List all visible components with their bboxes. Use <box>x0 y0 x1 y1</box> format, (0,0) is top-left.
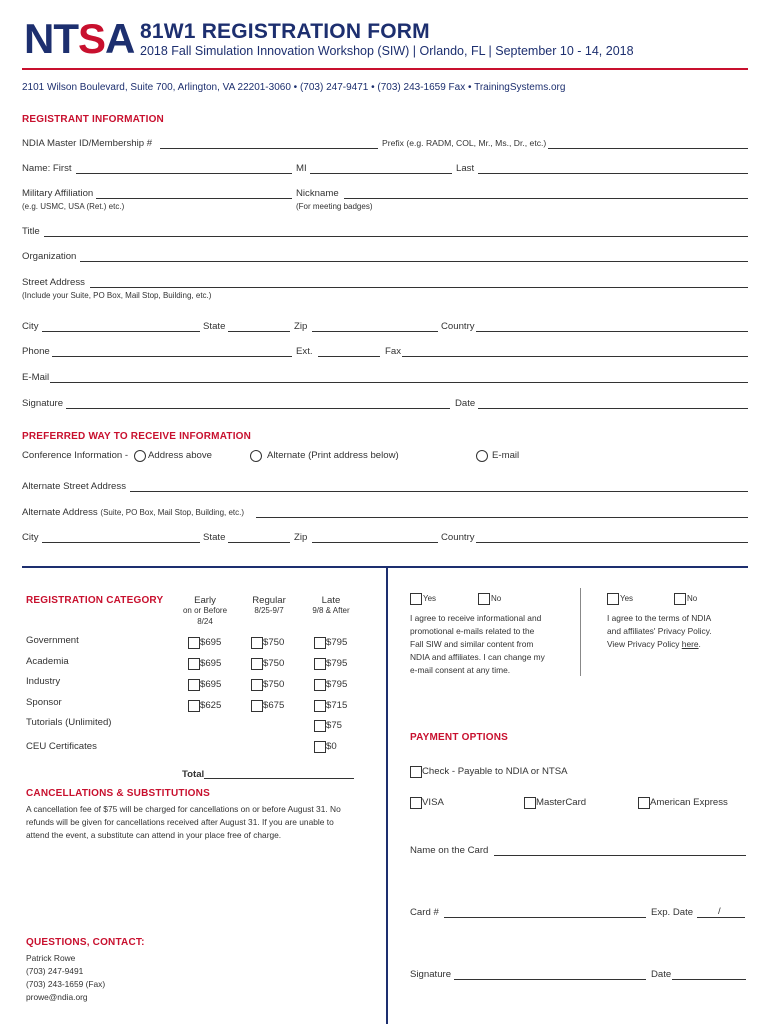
cancellation-policy-line3: attend the event, a substitute can attend in your place free of charge. <box>26 830 282 840</box>
sponsor-late-price: $715 <box>326 700 348 711</box>
tutorials-price: $75 <box>326 720 343 731</box>
state-label: State <box>203 321 226 332</box>
member-id-field[interactable] <box>160 148 378 149</box>
country-label: Country <box>441 321 475 332</box>
category-sponsor-label: Sponsor <box>26 697 62 708</box>
contact-address: 2101 Wilson Boulevard, Suite 700, Arlington, VA 22201-3060 • (703) 247-9471 • (703) 243-1659 Fax • TrainingSystems.org <box>22 82 566 93</box>
category-government-label: Government <box>26 635 79 646</box>
registration-heading: REGISTRATION CATEGORY <box>26 595 164 606</box>
total-field[interactable] <box>204 778 354 779</box>
government-regular-price: $750 <box>263 637 285 648</box>
nickname-label: Nickname <box>296 188 339 199</box>
organization-label: Organization <box>22 251 77 262</box>
regular-column-header: Regular <box>252 595 286 606</box>
alt-city-field[interactable] <box>42 542 200 543</box>
promo-consent-line2: promotional e-mails related to the <box>410 626 535 636</box>
visa-label: VISA <box>422 797 444 808</box>
sponsor-regular-price: $675 <box>263 700 285 711</box>
industry-late-price: $795 <box>326 679 348 690</box>
early-date-line1: on or Before <box>182 606 228 615</box>
military-field[interactable] <box>96 198 292 199</box>
cancellation-policy-line2: refunds will be given for cancellations received after August 31. If you are unable to <box>26 817 334 827</box>
alternate-address-radio[interactable] <box>250 450 262 462</box>
promo-yes-label: Yes <box>423 594 437 603</box>
sponsor-late-checkbox[interactable] <box>314 700 326 712</box>
address-above-label: Address above <box>148 450 212 461</box>
ext-label: Ext. <box>296 346 313 357</box>
city-label: City <box>22 321 39 332</box>
alternate-address-label: Alternate (Print address below) <box>267 450 399 461</box>
industry-regular-price: $750 <box>263 679 285 690</box>
ceu-label: CEU Certificates <box>26 741 97 752</box>
mastercard-label: MasterCard <box>536 797 587 808</box>
date-label: Date <box>455 398 476 409</box>
zip-field[interactable] <box>312 331 438 332</box>
amex-label: American Express <box>650 797 728 808</box>
preferred-heading: PREFERRED WAY TO RECEIVE INFORMATION <box>22 431 252 442</box>
phone-label: Phone <box>22 346 50 357</box>
ceu-price: $0 <box>326 741 337 752</box>
signature-field[interactable] <box>66 408 450 409</box>
first-name-label: Name: First <box>22 163 72 174</box>
fax-label: Fax <box>385 346 401 357</box>
city-field[interactable] <box>42 331 200 332</box>
street-field[interactable] <box>90 287 748 288</box>
academia-regular-price: $750 <box>263 658 285 669</box>
terms-no-checkbox[interactable] <box>674 593 686 605</box>
alt-city-label: City <box>22 532 39 543</box>
contact-email: prowe@ndia.org <box>26 992 88 1002</box>
last-name-field[interactable] <box>478 173 748 174</box>
date-field[interactable] <box>478 408 748 409</box>
academia-early-price: $695 <box>200 658 222 669</box>
mi-field[interactable] <box>310 173 452 174</box>
header-divider <box>22 68 748 70</box>
terms-no-label: No <box>687 594 698 603</box>
alt-zip-label: Zip <box>294 532 308 543</box>
academia-regular-checkbox[interactable] <box>251 658 263 670</box>
column-divider <box>386 566 388 1024</box>
cancellation-policy-line1: A cancellation fee of $75 will be charged for cancellations on or before August 31. No <box>26 804 341 814</box>
visa-checkbox[interactable] <box>410 797 422 809</box>
industry-early-price: $695 <box>200 679 222 690</box>
industry-early-checkbox[interactable] <box>188 679 200 691</box>
zip-label: Zip <box>294 321 308 332</box>
contact-phone: (703) 247-9491 <box>26 966 84 976</box>
contact-fax: (703) 243-1659 (Fax) <box>26 979 106 989</box>
nickname-hint: (For meeting badges) <box>296 202 373 211</box>
late-column-header: Late <box>321 595 341 606</box>
sponsor-early-checkbox[interactable] <box>188 700 200 712</box>
academia-late-checkbox[interactable] <box>314 658 326 670</box>
academia-late-price: $795 <box>326 658 348 669</box>
promo-consent-line5: e-mail consent at any time. <box>410 665 511 675</box>
registrant-heading: REGISTRANT INFORMATION <box>22 114 164 125</box>
payment-date-label: Date <box>651 969 672 980</box>
terms-yes-checkbox[interactable] <box>607 593 619 605</box>
consent-divider <box>580 588 581 676</box>
card-number-field[interactable] <box>444 917 646 918</box>
category-academia-label: Academia <box>26 656 69 667</box>
late-date: 9/8 & After <box>312 606 350 615</box>
mi-label: MI <box>296 163 307 174</box>
total-label: Total <box>182 769 205 780</box>
alt-country-label: Country <box>441 532 475 543</box>
email-field[interactable] <box>50 382 748 383</box>
sponsor-early-price: $625 <box>200 700 222 711</box>
early-column-header: Early <box>194 595 216 606</box>
prefix-field[interactable] <box>548 148 748 149</box>
exp-date-separator: / <box>718 906 721 917</box>
check-label: Check - Payable to NDIA or NTSA <box>422 766 568 777</box>
alt-state-field[interactable] <box>228 542 290 543</box>
name-on-card-label: Name on the Card <box>410 845 489 856</box>
title-label: Title <box>22 226 40 237</box>
nickname-field[interactable] <box>344 198 748 199</box>
terms-yes-label: Yes <box>620 594 634 603</box>
fax-field[interactable] <box>402 356 748 357</box>
promo-yes-checkbox[interactable] <box>410 593 422 605</box>
academia-early-checkbox[interactable] <box>188 658 200 670</box>
conference-info-label: Conference Information - <box>22 450 129 461</box>
questions-heading: QUESTIONS, CONTACT: <box>26 937 145 948</box>
alt-address-label: Alternate Address (Suite, PO Box, Mail Stop, Building, etc.) <box>22 507 245 518</box>
state-field[interactable] <box>228 331 290 332</box>
promo-consent-line4: NDIA and affiliates. I can change my <box>410 652 545 662</box>
category-industry-label: Industry <box>26 676 61 687</box>
government-late-checkbox[interactable] <box>314 637 326 649</box>
industry-late-checkbox[interactable] <box>314 679 326 691</box>
alt-zip-field[interactable] <box>312 542 438 543</box>
tutorials-checkbox[interactable] <box>314 720 326 732</box>
sponsor-regular-checkbox[interactable] <box>251 700 263 712</box>
section-divider <box>22 566 748 568</box>
address-above-radio[interactable] <box>134 450 146 462</box>
government-early-price: $695 <box>200 637 222 648</box>
payment-signature-field[interactable] <box>454 979 646 980</box>
alt-street-field[interactable] <box>130 491 748 492</box>
check-checkbox[interactable] <box>410 766 422 778</box>
promo-consent-line3: Fall SIW and similar content from <box>410 639 534 649</box>
mastercard-checkbox[interactable] <box>524 797 536 809</box>
alt-country-field[interactable] <box>476 542 748 543</box>
member-id-label: NDIA Master ID/Membership # <box>22 138 153 149</box>
cancellations-heading: CANCELLATIONS & SUBSTITUTIONS <box>26 788 210 799</box>
ext-field[interactable] <box>318 356 380 357</box>
contact-name: Patrick Rowe <box>26 953 76 963</box>
promo-no-checkbox[interactable] <box>478 593 490 605</box>
email-label: E-Mail <box>22 372 50 383</box>
form-title: 81W1 REGISTRATION FORM <box>140 20 430 43</box>
payment-signature-label: Signature <box>410 969 452 980</box>
email-option-label: E-mail <box>492 450 520 461</box>
alt-street-label: Alternate Street Address <box>22 481 126 492</box>
exp-date-label: Exp. Date <box>651 907 694 918</box>
military-label: Military Affiliation <box>22 188 94 199</box>
exp-date-field[interactable] <box>697 917 745 918</box>
ceu-checkbox[interactable] <box>314 741 326 753</box>
ntsa-logo: NTSA <box>24 15 135 62</box>
signature-label: Signature <box>22 398 64 409</box>
terms-consent-line2: and affiliates' Privacy Policy. <box>607 626 712 636</box>
government-early-checkbox[interactable] <box>188 637 200 649</box>
first-name-field[interactable] <box>76 173 292 174</box>
promo-no-label: No <box>491 594 502 603</box>
amex-checkbox[interactable] <box>638 797 650 809</box>
name-on-card-field[interactable] <box>494 855 746 856</box>
phone-field[interactable] <box>52 356 292 357</box>
regular-date: 8/25-9/7 <box>254 606 284 615</box>
alt-address-field[interactable] <box>256 517 748 518</box>
alt-state-label: State <box>203 532 226 543</box>
street-hint: (Include your Suite, PO Box, Mail Stop, Building, etc.) <box>22 291 212 300</box>
card-number-label: Card # <box>410 907 439 918</box>
event-subtitle: 2018 Fall Simulation Innovation Workshop (SIW) | Orlando, FL | September 10 - 14, 2018 <box>140 44 634 58</box>
terms-consent-line3: View Privacy Policy here. <box>607 639 701 649</box>
terms-consent-line1: I agree to the terms of NDIA <box>607 613 712 623</box>
promo-consent-line1: I agree to receive informational and <box>410 613 542 623</box>
military-hint: (e.g. USMC, USA (Ret.) etc.) <box>22 202 125 211</box>
government-regular-checkbox[interactable] <box>251 637 263 649</box>
email-radio[interactable] <box>476 450 488 462</box>
payment-date-field[interactable] <box>672 979 746 980</box>
government-late-price: $795 <box>326 637 348 648</box>
tutorials-label: Tutorials (Unlimited) <box>26 717 112 728</box>
prefix-label: Prefix (e.g. RADM, COL, Mr., Ms., Dr., etc.) <box>382 138 547 148</box>
organization-field[interactable] <box>80 261 748 262</box>
last-name-label: Last <box>456 163 475 174</box>
early-date-line2: 8/24 <box>197 617 213 626</box>
privacy-policy-link[interactable]: here <box>681 639 699 649</box>
title-field[interactable] <box>44 236 748 237</box>
street-label: Street Address <box>22 277 85 288</box>
industry-regular-checkbox[interactable] <box>251 679 263 691</box>
payment-heading: PAYMENT OPTIONS <box>410 732 509 743</box>
country-field[interactable] <box>476 331 748 332</box>
